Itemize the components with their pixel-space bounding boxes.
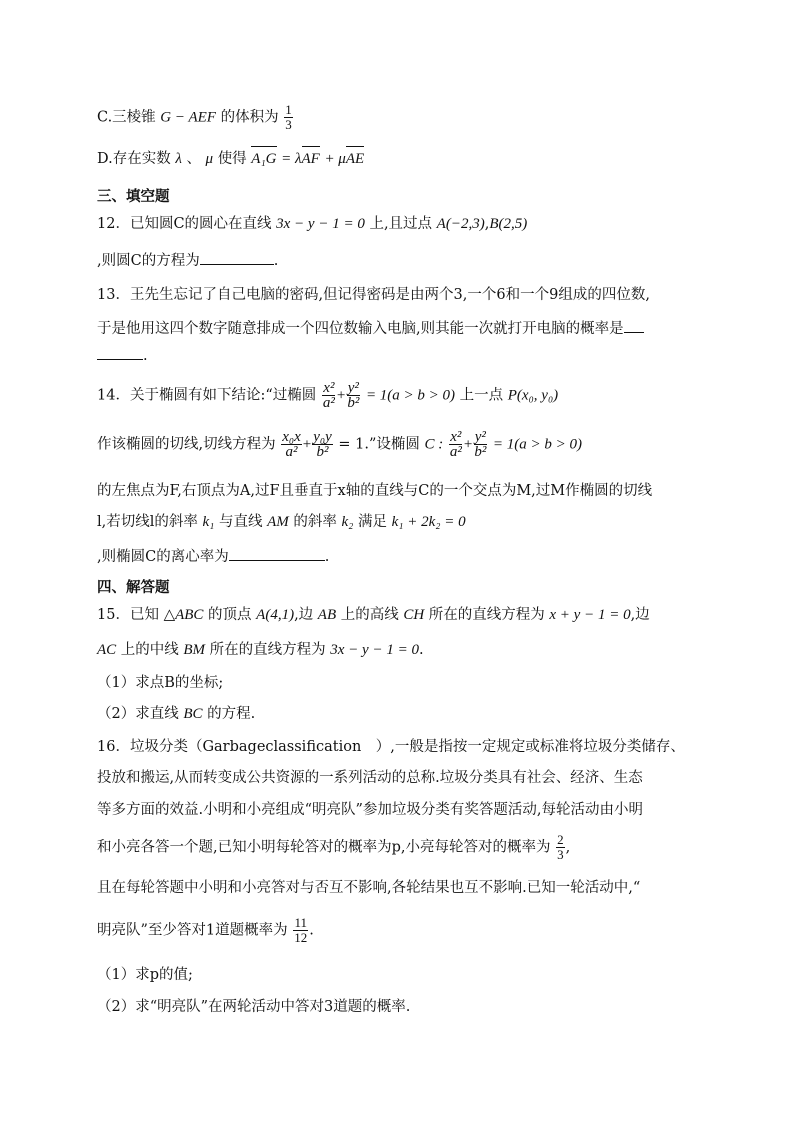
fraction-y2-b2: $\frac{\text{y²}}{\text{b²}}$: [347, 380, 360, 411]
q14-line-2: 作该椭圆的切线,切线方程为 $\frac{\text{x₀x}}{\text{a²}}$ + $\frac{\text{y₀y}}{\text{b²}}$ = 1.”设椭圆 C : $\frac{\text{x²}}{\text{a²}}$ + $\frac{\text{y²}}{\text{b²}}$ = 1(a > b > 0): [97, 429, 583, 460]
q16-sub-1: （1）求p的值;: [97, 967, 193, 983]
q14-line-4: l,若切线l的斜率 k₁ 与直线 AM 的斜率 k₂ 满足 k₁ + 2k₂ = 0: [97, 514, 466, 530]
q16-line-5: 且在每轮答题中小明和小亮答对与否互不影响,各轮结果也互不影响.已知一轮活动中,“: [97, 880, 641, 896]
fraction-x2-a2: $\frac{\text{x²}}{\text{a²}}$: [322, 380, 335, 411]
q15-sub-1: （1）求点B的坐标;: [97, 675, 224, 691]
fraction-y0y-b2: $\frac{\text{y₀y}}{\text{b²}}$: [313, 429, 332, 460]
q13-line-1: 13．王先生忘记了自己电脑的密码,但记得密码是由两个3,一个6和一个9组成的四位数,: [97, 287, 650, 303]
fraction-x2-a2: $\frac{\text{x²}}{\text{a²}}$: [449, 429, 462, 460]
section-title-answer: 四、解答题: [97, 580, 170, 596]
q15-line-1: 15．已知 △ABC 的顶点 A(4,1),边 AB 上的高线 CH 所在的直线方程为 x + y − 1 = 0,边: [97, 607, 650, 623]
answer-blank[interactable]: [200, 250, 274, 265]
fraction-eleven-twelfths: $\frac{11}{12}$: [294, 915, 308, 945]
section-title-fill-in: 三、填空题: [97, 189, 170, 205]
q16-line-6: 明亮队”至少答对1道题概率为 $\frac{11}{12}$ .: [97, 915, 314, 945]
q16-sub-2: （2）求“明亮队”在两轮活动中答对3道题的概率.: [97, 999, 411, 1015]
answer-blank[interactable]: [624, 318, 644, 333]
q16-line-2: 投放和搬运,从而转变成公共资源的一系列活动的总称.垃圾分类具有社会、经济、生态: [97, 770, 643, 786]
q11-option-d: D.存在实数 λ 、 μ 使得 A₁G = λAF + μAE: [97, 151, 365, 167]
fraction-x0x-a2: $\frac{\text{x₀x}}{\text{a²}}$: [282, 429, 301, 460]
q15-sub-2: （2）求直线 BC 的方程.: [97, 706, 256, 722]
q12-line-2: ,则圆C的方程为 .: [97, 250, 278, 271]
fraction-one-third: $\frac{1}{3}$: [285, 102, 292, 132]
q16-line-4: 和小亮各答一个题,已知小明每轮答对的概率为p,小亮每轮答对的概率为 $\frac{2}{3}$ ,: [97, 832, 571, 862]
q16-line-3: 等多方面的效益.小明和小亮组成“明亮队”参加垃圾分类有奖答题活动,每轮活动由小明: [97, 802, 644, 818]
q12-line-1: 12．已知圆C的圆心在直线 3x − y − 1 = 0 上,且过点 A(−2,3),B(2,5): [97, 216, 528, 232]
answer-blank[interactable]: [229, 546, 325, 561]
answer-blank[interactable]: [97, 345, 143, 360]
q14-line-1: 14．关于椭圆有如下结论:“过椭圆 $\frac{\text{x²}}{\text{a²}}$ + $\frac{\text{y²}}{\text{b²}}$ = 1(a > b > 0) 上一点 P(x₀, y₀): [97, 380, 559, 411]
q13-line-3: .: [97, 345, 148, 366]
q14-line-3: 的左焦点为F,右顶点为A,过F且垂直于x轴的直线与C的一个交点为M,过M作椭圆的切线: [97, 483, 653, 499]
q16-line-1: 16．垃圾分类（Garbageclassification ）,一般是指按一定规定或标准将垃圾分类储存、: [97, 739, 685, 755]
q13-line-2: 于是他用这四个数字随意排成一个四位数输入电脑,则其能一次就打开电脑的概率是: [97, 318, 644, 339]
fraction-y2-b2: $\frac{\text{y²}}{\text{b²}}$: [474, 429, 487, 460]
q11-option-c: C.三棱锥 G − AEF 的体积为 $\frac{1}{3}$: [97, 102, 292, 132]
q14-line-5: ,则椭圆C的离心率为 .: [97, 546, 329, 567]
q15-line-2: AC 上的中线 BM 所在的直线方程为 3x − y − 1 = 0.: [97, 642, 424, 658]
fraction-two-thirds: $\frac{2}{3}$: [557, 832, 564, 862]
